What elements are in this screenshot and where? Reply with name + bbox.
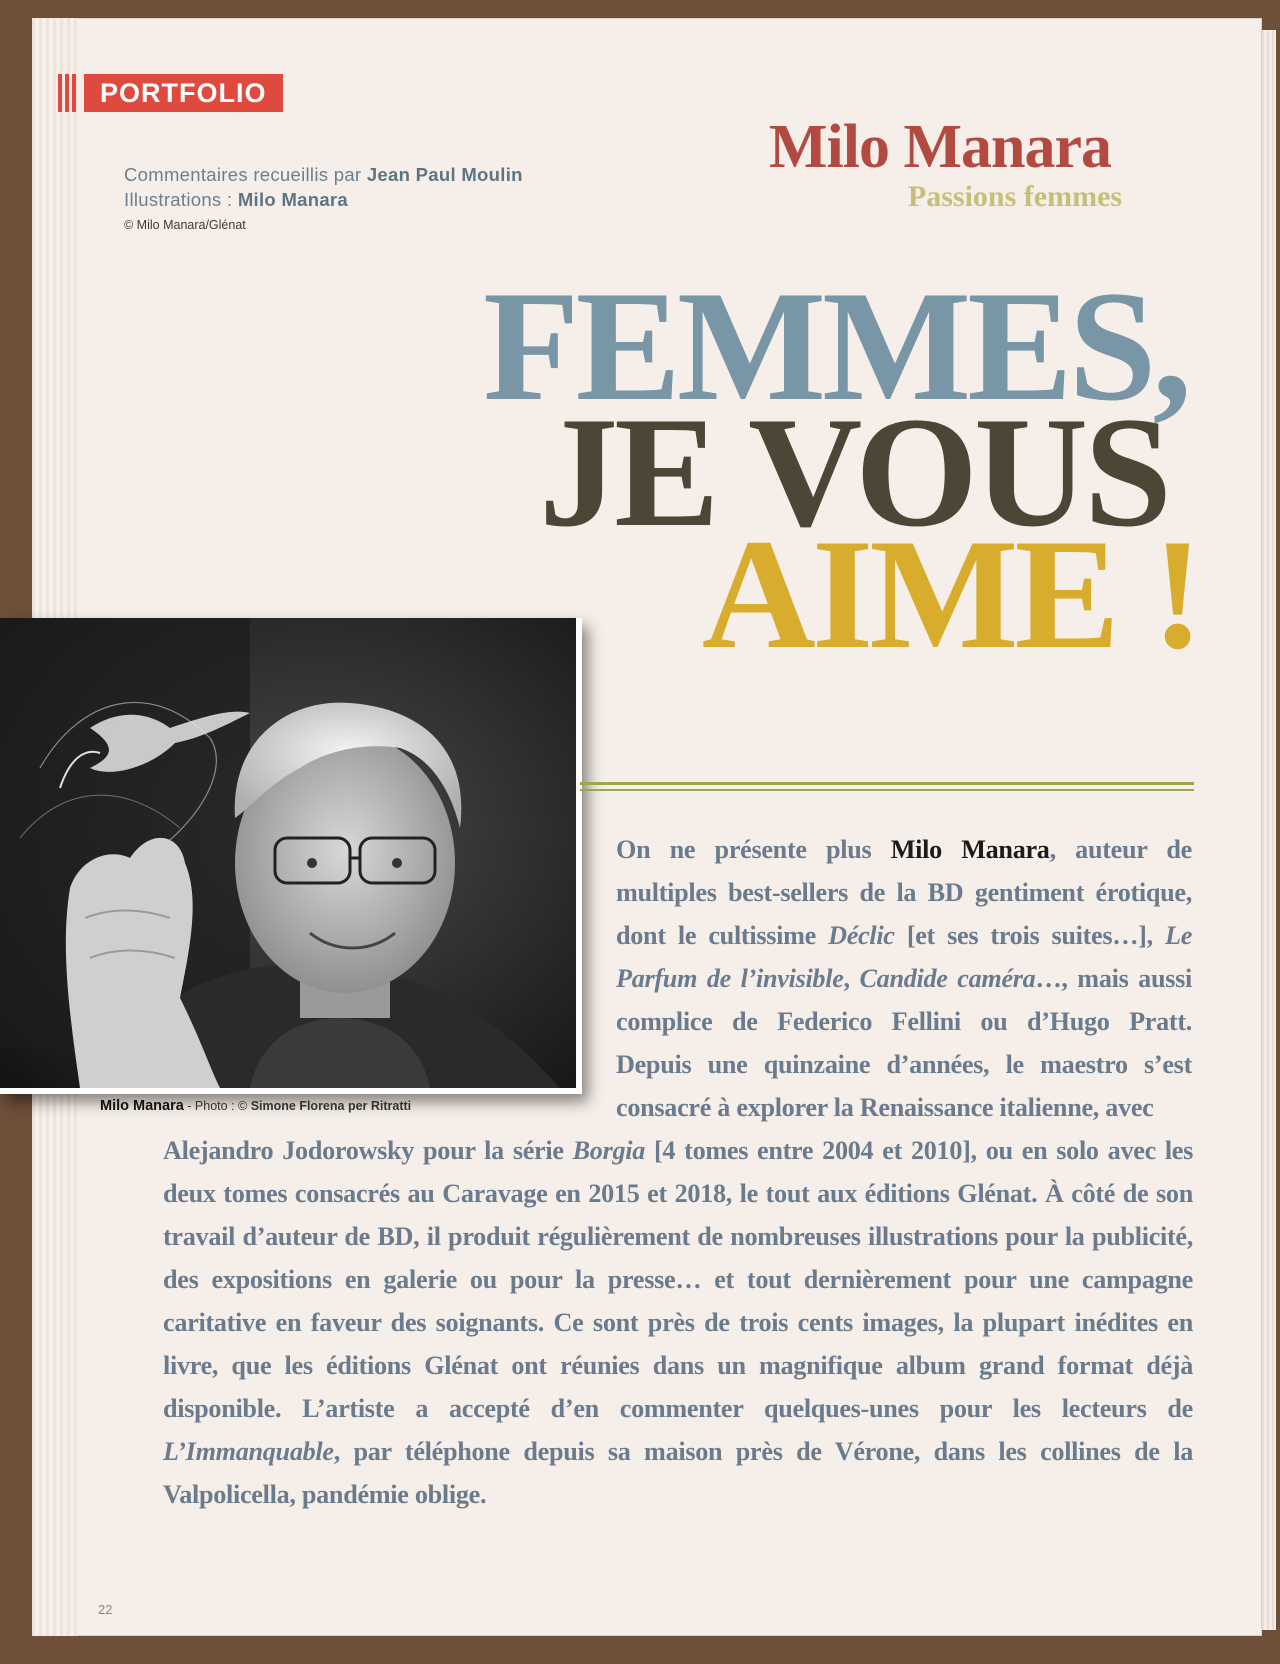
illustrations-prefix: Illustrations : xyxy=(124,189,233,210)
intro-after-work1: [et ses trois suites…], xyxy=(906,921,1153,950)
comments-prefix: Commentaires recueillis par xyxy=(124,164,362,185)
section-label: PORTFOLIO xyxy=(84,74,283,112)
photo-caption xyxy=(100,1098,411,1114)
intro-start: On ne présente plus xyxy=(616,835,872,864)
work-title-declic: Déclic xyxy=(828,921,895,950)
copyright-notice: © Milo Manara/Glénat xyxy=(124,218,246,232)
portrait-image xyxy=(0,618,576,1088)
caption-credit-prefix: - Photo : © xyxy=(187,1099,248,1113)
section-bars-decoration xyxy=(58,74,79,112)
divider-rule-thin xyxy=(580,789,1194,791)
caption-credit: Simone Florena per Ritratti xyxy=(250,1099,412,1113)
illustrations-credit xyxy=(124,187,523,212)
work-title-parfum: Le Parfum de l’invisible xyxy=(616,921,1193,993)
article-intro-column xyxy=(616,828,1192,1129)
page-edge-right xyxy=(1262,30,1276,1630)
intro-artist-name: Milo Manara xyxy=(890,835,1050,864)
divider-rule xyxy=(580,782,1194,785)
body-end: , par téléphone depuis sa maison près de Vérone, dans les collines de la Valpolicella, pandémie oblige. xyxy=(163,1437,1193,1509)
intro-after-work3: …, mais aussi complice de Federico Fellini ou d’Hugo Pratt. Depuis une quinzaine d’années, le maestro s’est consacré à explorer la Renaissance italienne, avec xyxy=(616,964,1192,1122)
comments-credit xyxy=(124,162,523,187)
intro-after-name: , auteur de multiples best-sellers de la BD gentiment érotique, dont le cultissime xyxy=(616,835,1192,950)
portrait-photo xyxy=(0,618,582,1094)
series-subtitle: Passions femmes xyxy=(907,180,1123,213)
magazine-title: L’Immanquable xyxy=(163,1437,334,1466)
credits xyxy=(124,162,523,212)
headline-line-3: AIME ! xyxy=(701,507,1200,682)
headline-line-1: FEMMES, xyxy=(483,259,1188,434)
series-title: Milo Manara xyxy=(769,113,1111,181)
work-title-borgia: Borgia xyxy=(572,1136,646,1165)
illustrations-author: Milo Manara xyxy=(237,189,349,210)
comments-author: Jean Paul Moulin xyxy=(366,164,523,185)
caption-name: Milo Manara xyxy=(100,1098,184,1114)
article-body-wide xyxy=(163,1129,1193,1516)
work-title-candide: Candide caméra xyxy=(859,964,1036,993)
body-middle: [4 tomes entre 2004 et 2010], ou en solo avec les deux tomes consacrés au Caravage en 2015 et 2018, le tout aux éditions Glénat. À côté de son travail d’auteur de BD, il produit régulièrement de nombreuses illustrations pour la publicité, des expositions en galerie ou pour la presse… et tout dernièrement pour une campagne caritative en faveur des soignants. Ce sont près de trois cents images, la plupart inédites en livre, que les éditions Glénat ont réunies dans un magnifique album grand format déjà disponible. L’artiste a accepté d’en commenter quelques-unes pour les lecteurs de xyxy=(163,1136,1194,1423)
intro-separator: , xyxy=(843,964,850,993)
headline-line-2: JE VOUS xyxy=(539,385,1168,560)
body-start: Alejandro Jodorowsky pour la série xyxy=(163,1136,564,1165)
page-number: 22 xyxy=(98,1602,113,1617)
